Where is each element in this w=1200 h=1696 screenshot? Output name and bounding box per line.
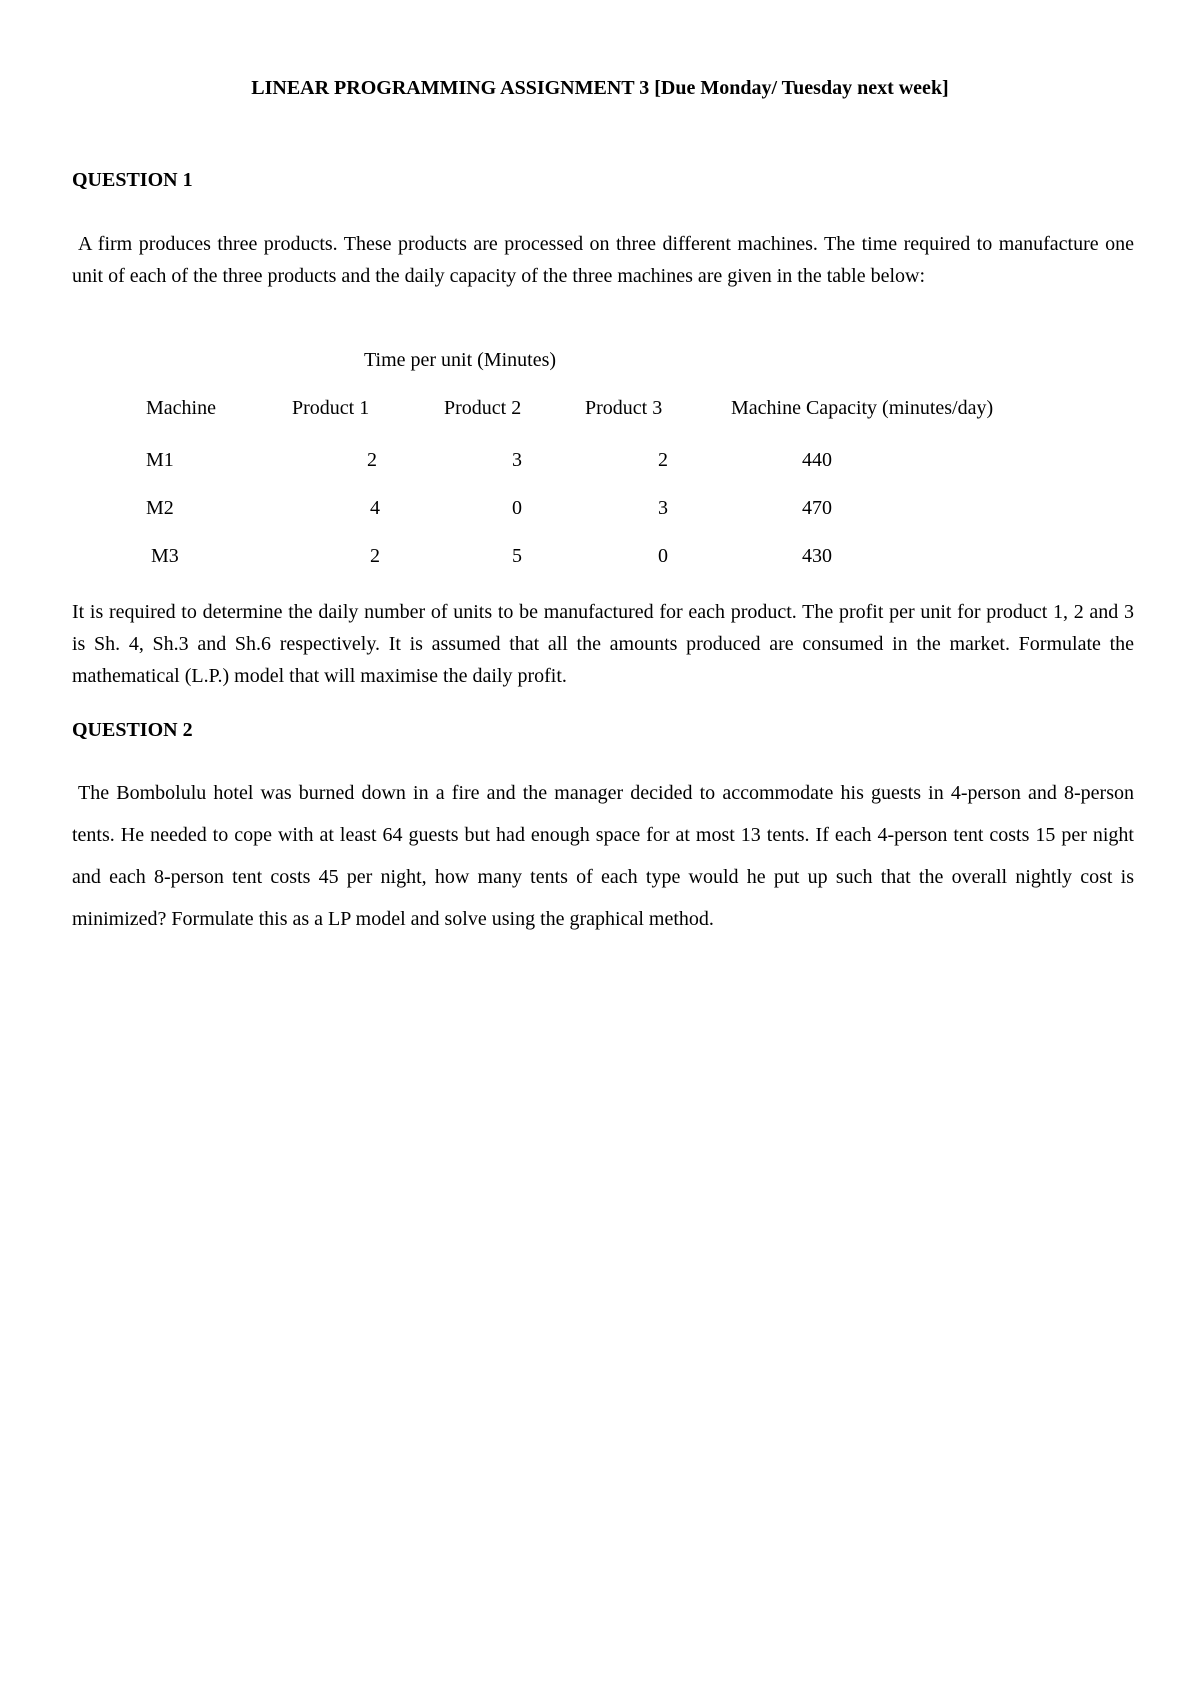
question-1-intro <box>72 228 1134 292</box>
table-header-machine: Machine <box>146 397 216 419</box>
table-cell-product-3: 0 <box>658 545 668 567</box>
table-cell-machine: M1 <box>146 449 174 471</box>
table-cell-product-2: 5 <box>512 545 522 567</box>
table-cell-product-2: 3 <box>512 449 522 471</box>
document-title: LINEAR PROGRAMMING ASSIGNMENT 3 [Due Monday/ Tuesday next week] <box>251 77 949 99</box>
table-header-product-1: Product 1 <box>292 397 370 419</box>
question-2-body-text: The Bombolulu hotel was burned down in a fire and the manager decided to accommodate his guests in 4-person and 8-person tents. He needed to cope with at least 64 guests but had enough space for at most 13 tents. If each 4-person tent costs 15 per night and each 8-person tent costs 45 per night, how many tents of each type would he put up such that the overall nightly cost is minimized? Formulate this as a LP model and solve using the graphical method. <box>72 782 1134 930</box>
table-cell-capacity: 470 <box>802 497 832 519</box>
table-header-product-3: Product 3 <box>585 397 663 419</box>
question-2-heading: QUESTION 2 <box>72 719 193 741</box>
table-cell-product-1: 2 <box>370 545 380 567</box>
question-1-instructions: It is required to determine the daily number of units to be manufactured for each product. The profit per unit for product 1, 2 and 3 is Sh. 4, Sh.3 and Sh.6 respectively. It is assumed that all the amounts produced are consumed in the market. Formulate the mathematical (L.P.) model that will maximise the daily profit. <box>72 601 1134 687</box>
table-cell-product-1: 4 <box>370 497 380 519</box>
table-cell-product-3: 2 <box>658 449 668 471</box>
table-cell-capacity: 440 <box>802 449 832 471</box>
question-1-intro-text: A firm produces three products. These products are processed on three different machines. The time required to manufacture one unit of each of the three products and the daily capacity of the three machines are given in the table below: <box>72 233 1134 287</box>
table-cell-product-3: 3 <box>658 497 668 519</box>
table-cell-product-1: 2 <box>367 449 377 471</box>
question-1-heading: QUESTION 1 <box>72 169 193 191</box>
table-header-product-2: Product 2 <box>444 397 522 419</box>
table-header-capacity: Machine Capacity (minutes/day) <box>731 397 994 419</box>
question-2-body <box>72 772 1134 940</box>
table-caption: Time per unit (Minutes) <box>364 349 557 371</box>
table-cell-product-2: 0 <box>512 497 522 519</box>
table-cell-capacity: 430 <box>802 545 832 567</box>
table-cell-machine: M3 <box>151 545 179 567</box>
table-cell-machine: M2 <box>146 497 174 519</box>
